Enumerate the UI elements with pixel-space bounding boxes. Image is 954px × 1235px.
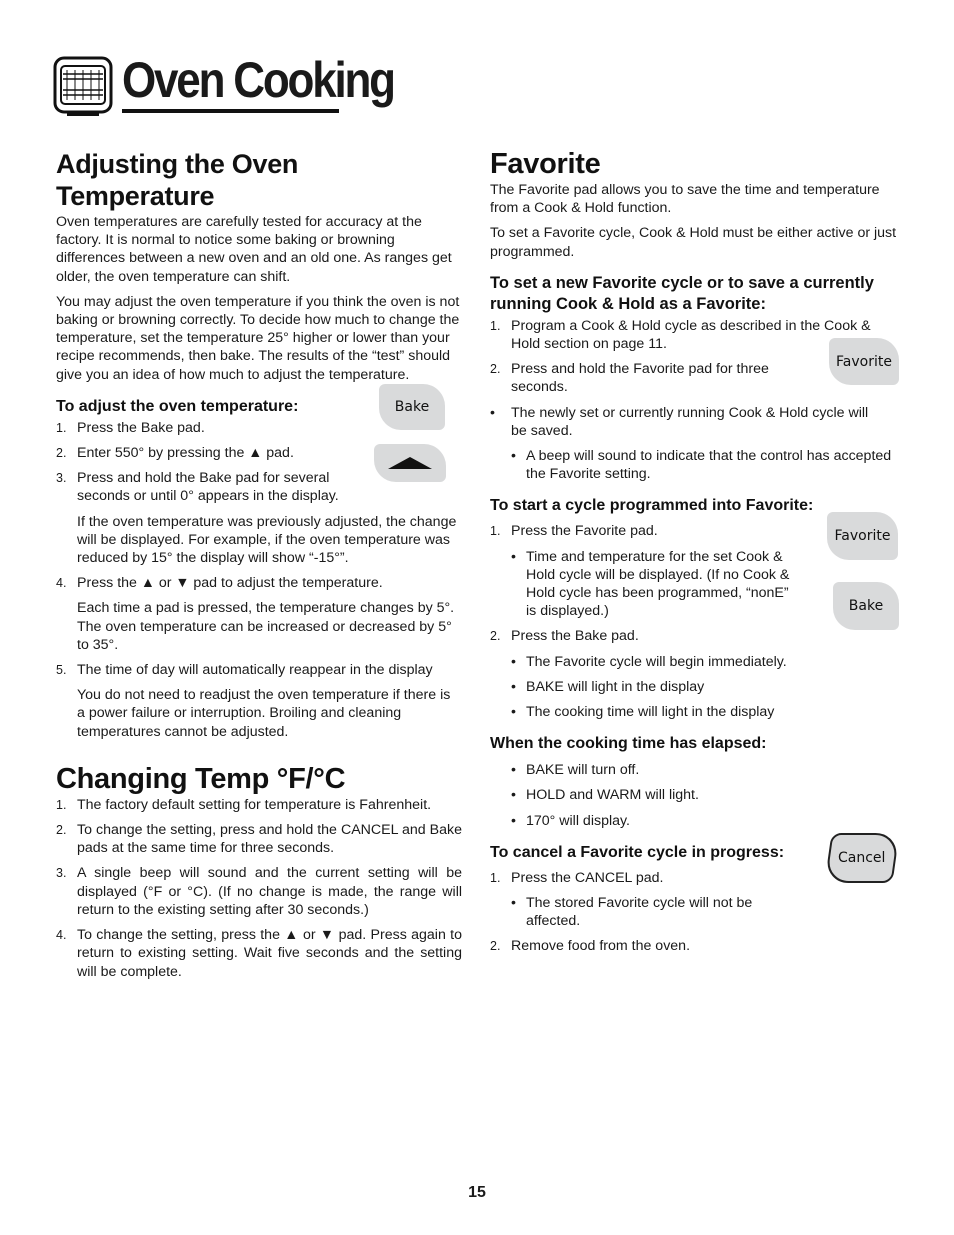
- favorite-para1: The Favorite pad allows you to save the time and temperature from a Cook & Hold function.: [490, 182, 880, 217]
- title-rule: [122, 109, 339, 113]
- adjust-subheading: To adjust the oven temperature:: [56, 397, 299, 415]
- list-item: 1. Program a Cook & Hold cycle as described in the Cook & Hold section on page 11.: [490, 317, 871, 353]
- list-item: • HOLD and WARM will light.: [511, 787, 699, 804]
- list-item: • The newly set or currently running Cook & Hold cycle will be saved.: [490, 404, 869, 439]
- left-column: [56, 148, 462, 981]
- favorite-set-heading: To set a new Favorite cycle or to save a currently running Cook & Hold as a Favorite:: [490, 273, 874, 313]
- up-arrow-pad[interactable]: [374, 444, 446, 482]
- list-item: 5. The time of day will automatically reappear in the display: [56, 662, 433, 679]
- list-item: 1. Press the CANCEL pad.: [490, 869, 664, 886]
- up-arrow-icon: [386, 456, 434, 470]
- list-item: • The stored Favorite cycle will not be affected.: [511, 895, 753, 930]
- list-item: • A beep will sound to indicate that the control has accepted the Favorite setting.: [511, 448, 892, 483]
- adjust-note4: Each time a pad is pressed, the temperature changes by 5°. The oven temperature can be increased or decreased by 5° to 35°.: [77, 600, 455, 653]
- adjust-heading: Adjusting the Oven Temperature: [56, 149, 299, 211]
- list-item: • Time and temperature for the set Cook & Hold cycle will be displayed. (If no Cook & Hold cycle has been programmed, “nonE” is displayed.): [511, 548, 790, 620]
- list-item: • 170° will display.: [511, 812, 630, 829]
- list-item: 1. The factory default setting for temperature is Fahrenheit.: [56, 796, 432, 813]
- favorite-cancel-heading: To cancel a Favorite cycle in progress:: [490, 843, 785, 861]
- list-item: 1. Press the Favorite pad.: [490, 523, 658, 540]
- list-item: • The Favorite cycle will begin immediately.: [511, 653, 787, 670]
- page-title: Oven Cooking: [122, 52, 394, 108]
- changing-heading: Changing Temp °F/°C: [56, 762, 346, 795]
- oven-icon: [53, 56, 113, 118]
- adjust-para1: Oven temperatures are carefully tested for accuracy at the factory. It is normal to notice some baking or browning differences between a new oven and an old one. As ranges get older, the oven temperature can shift.: [56, 214, 452, 285]
- list-item: 4. Press the ▲ or ▼ pad to adjust the temperature.: [56, 575, 383, 592]
- list-item: • BAKE will light in the display: [511, 678, 705, 695]
- list-item: 1. Press the Bake pad.: [56, 419, 205, 436]
- list-item: 2. Press and hold the Favorite pad for three seconds.: [490, 361, 769, 396]
- adjust-steps: [56, 419, 356, 506]
- page-number: 15: [468, 1184, 486, 1201]
- favorite-elapsed-heading: When the cooking time has elapsed:: [490, 735, 767, 753]
- adjust-note5: You do not need to readjust the oven temperature if there is a power failure or interruption. Broiling and cleaning temperatures cannot be adjusted.: [77, 687, 451, 740]
- list-item: • BAKE will turn off.: [511, 762, 640, 779]
- adjust-para2: You may adjust the oven temperature if you think the oven is not baking or browning correctly. To decide how much to change the temperature, set the temperature 25° higher or lower than your recipe recommends, then bake. The results of the “test” should give you an idea of how much to adjust the temperature.: [56, 293, 460, 383]
- list-item: • The cooking time will light in the display: [511, 704, 775, 721]
- cancel-pad[interactable]: Cancel: [824, 833, 899, 883]
- bake-pad[interactable]: Bake: [833, 582, 899, 630]
- favorite-para2: To set a Favorite cycle, Cook & Hold must be either active or just programmed.: [490, 225, 897, 260]
- list-item: 3. Press and hold the Bake pad for several seconds or until 0° appears in the display.: [56, 470, 339, 505]
- favorite-elapsed-bullets: [490, 761, 902, 830]
- favorite-heading: Favorite: [490, 148, 601, 180]
- list-item: 2. Remove food from the oven.: [490, 938, 691, 955]
- favorite-pad[interactable]: Favorite: [829, 338, 899, 385]
- list-item: 2. To change the setting, press and hold the CANCEL and Bake pads at the same time for three seconds.: [56, 822, 462, 857]
- favorite-start-heading: To start a cycle programmed into Favorite:: [490, 497, 814, 515]
- list-item: 2. Enter 550° by pressing the ▲ pad.: [56, 445, 294, 462]
- adjust-note3: If the oven temperature was previously adjusted, the change will be displayed. For example, if the oven temperature was reduced by 15° the display will show “-15°”.: [77, 513, 457, 567]
- changing-steps: [56, 796, 462, 981]
- list-item: 4. To change the setting, press the ▲ or ▼ pad. Press again to return to existing setting. Wait five seconds and the setting will be complete.: [56, 927, 462, 980]
- favorite-start-bullets: [490, 653, 902, 722]
- list-item: 2. Press the Bake pad.: [490, 628, 639, 645]
- list-item: 3. A single beep will sound and the current setting will be displayed (°F or °C). (If no change is made, the range will return to the existing setting after 30 seconds.): [56, 865, 462, 918]
- bake-pad[interactable]: Bake: [379, 384, 445, 430]
- favorite-pad[interactable]: Favorite: [827, 512, 898, 560]
